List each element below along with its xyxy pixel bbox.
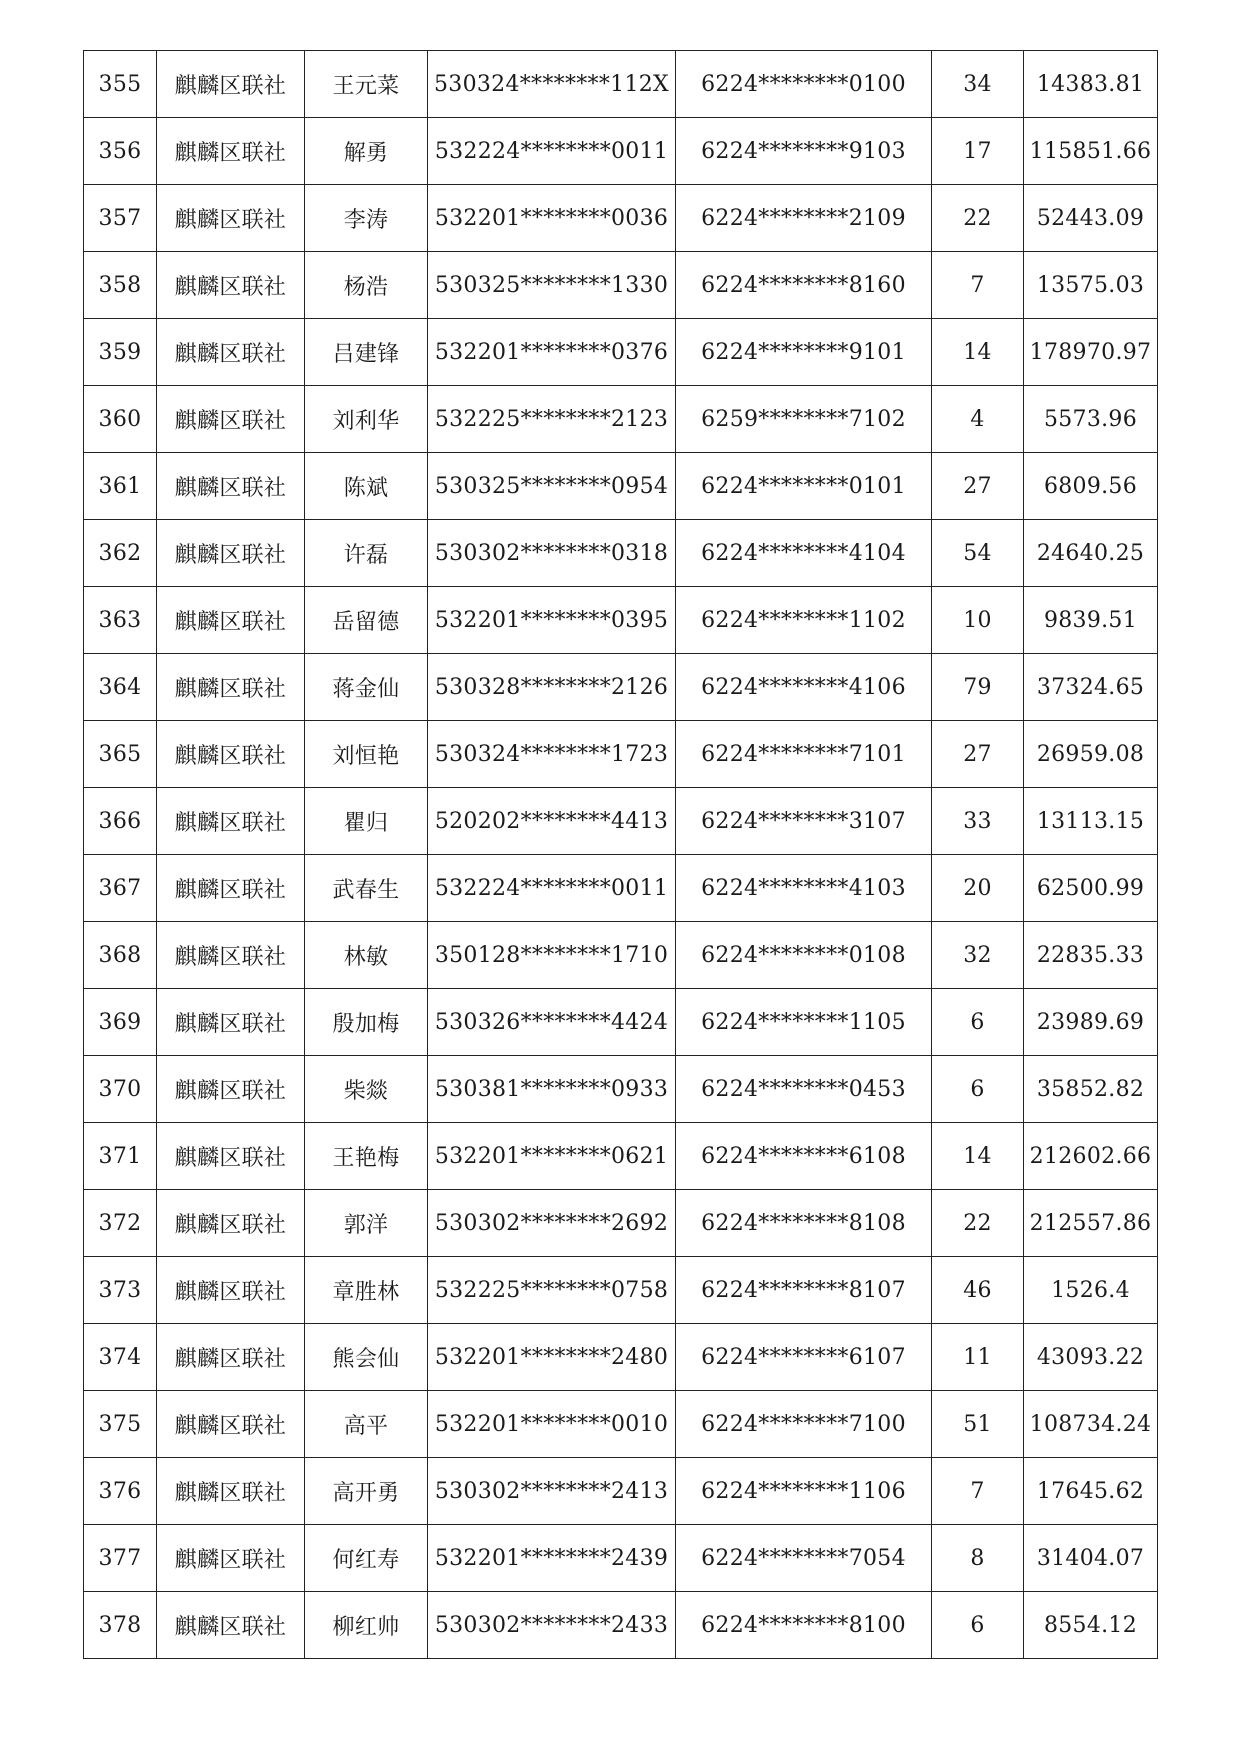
account-number-cell: 6224********4103: [676, 855, 932, 922]
row-number-cell: 363: [84, 587, 157, 654]
name-cell: 高平: [305, 1391, 428, 1458]
account-number-cell: 6224********1105: [676, 989, 932, 1056]
name-cell: 高开勇: [305, 1458, 428, 1525]
organization-cell: 麒麟区联社: [157, 587, 305, 654]
account-number-cell: 6224********7101: [676, 721, 932, 788]
organization-cell: 麒麟区联社: [157, 1190, 305, 1257]
organization-cell: 麒麟区联社: [157, 1592, 305, 1659]
table-row: [84, 520, 1158, 587]
amount-cell: 37324.65: [1024, 654, 1158, 721]
account-number-cell: 6224********8107: [676, 1257, 932, 1324]
amount-cell: 13113.15: [1024, 788, 1158, 855]
account-number-cell: 6224********0453: [676, 1056, 932, 1123]
row-number-cell: 365: [84, 721, 157, 788]
name-cell: 刘恒艳: [305, 721, 428, 788]
count-cell: 7: [932, 252, 1024, 319]
amount-cell: 1526.4: [1024, 1257, 1158, 1324]
table-row: [84, 1525, 1158, 1592]
row-number-cell: 361: [84, 453, 157, 520]
table-row: [84, 1324, 1158, 1391]
table-row: [84, 1391, 1158, 1458]
row-number-cell: 372: [84, 1190, 157, 1257]
account-number-cell: 6224********9101: [676, 319, 932, 386]
count-cell: 8: [932, 1525, 1024, 1592]
amount-cell: 178970.97: [1024, 319, 1158, 386]
id-number-cell: 532225********0758: [428, 1257, 676, 1324]
organization-cell: 麒麟区联社: [157, 855, 305, 922]
account-number-cell: 6224********0101: [676, 453, 932, 520]
count-cell: 46: [932, 1257, 1024, 1324]
organization-cell: 麒麟区联社: [157, 520, 305, 587]
organization-cell: 麒麟区联社: [157, 1458, 305, 1525]
name-cell: 殷加梅: [305, 989, 428, 1056]
name-cell: 柳红帅: [305, 1592, 428, 1659]
name-cell: 王艳梅: [305, 1123, 428, 1190]
count-cell: 14: [932, 319, 1024, 386]
amount-cell: 35852.82: [1024, 1056, 1158, 1123]
name-cell: 许磊: [305, 520, 428, 587]
organization-cell: 麒麟区联社: [157, 1324, 305, 1391]
id-number-cell: 532201********0036: [428, 185, 676, 252]
table-row: [84, 319, 1158, 386]
account-number-cell: 6224********9103: [676, 118, 932, 185]
count-cell: 10: [932, 587, 1024, 654]
table-row: [84, 788, 1158, 855]
row-number-cell: 366: [84, 788, 157, 855]
id-number-cell: 532201********0010: [428, 1391, 676, 1458]
table-row: [84, 721, 1158, 788]
count-cell: 7: [932, 1458, 1024, 1525]
count-cell: 11: [932, 1324, 1024, 1391]
id-number-cell: 532224********0011: [428, 855, 676, 922]
name-cell: 岳留德: [305, 587, 428, 654]
amount-cell: 6809.56: [1024, 453, 1158, 520]
count-cell: 22: [932, 1190, 1024, 1257]
id-number-cell: 530381********0933: [428, 1056, 676, 1123]
amount-cell: 23989.69: [1024, 989, 1158, 1056]
amount-cell: 14383.81: [1024, 51, 1158, 118]
table-row: [84, 252, 1158, 319]
row-number-cell: 375: [84, 1391, 157, 1458]
count-cell: 14: [932, 1123, 1024, 1190]
table-row: [84, 989, 1158, 1056]
id-number-cell: 530302********2413: [428, 1458, 676, 1525]
name-cell: 解勇: [305, 118, 428, 185]
row-number-cell: 376: [84, 1458, 157, 1525]
amount-cell: 52443.09: [1024, 185, 1158, 252]
organization-cell: 麒麟区联社: [157, 252, 305, 319]
table-row: [84, 386, 1158, 453]
name-cell: 李涛: [305, 185, 428, 252]
organization-cell: 麒麟区联社: [157, 51, 305, 118]
table-row: [84, 1123, 1158, 1190]
amount-cell: 17645.62: [1024, 1458, 1158, 1525]
amount-cell: 5573.96: [1024, 386, 1158, 453]
organization-cell: 麒麟区联社: [157, 185, 305, 252]
name-cell: 杨浩: [305, 252, 428, 319]
account-number-cell: 6224********1102: [676, 587, 932, 654]
amount-cell: 22835.33: [1024, 922, 1158, 989]
account-number-cell: 6224********7054: [676, 1525, 932, 1592]
row-number-cell: 374: [84, 1324, 157, 1391]
id-number-cell: 520202********4413: [428, 788, 676, 855]
organization-cell: 麒麟区联社: [157, 453, 305, 520]
organization-cell: 麒麟区联社: [157, 788, 305, 855]
account-number-cell: 6224********6108: [676, 1123, 932, 1190]
name-cell: 王元菜: [305, 51, 428, 118]
amount-cell: 24640.25: [1024, 520, 1158, 587]
id-number-cell: 532201********0395: [428, 587, 676, 654]
row-number-cell: 371: [84, 1123, 157, 1190]
account-number-cell: 6224********7100: [676, 1391, 932, 1458]
account-number-cell: 6224********4106: [676, 654, 932, 721]
count-cell: 6: [932, 1056, 1024, 1123]
row-number-cell: 355: [84, 51, 157, 118]
count-cell: 6: [932, 1592, 1024, 1659]
table-row: [84, 1458, 1158, 1525]
count-cell: 54: [932, 520, 1024, 587]
amount-cell: 212557.86: [1024, 1190, 1158, 1257]
row-number-cell: 362: [84, 520, 157, 587]
account-number-cell: 6224********8108: [676, 1190, 932, 1257]
name-cell: 吕建锋: [305, 319, 428, 386]
organization-cell: 麒麟区联社: [157, 319, 305, 386]
id-number-cell: 530325********0954: [428, 453, 676, 520]
name-cell: 柴燚: [305, 1056, 428, 1123]
count-cell: 17: [932, 118, 1024, 185]
count-cell: 79: [932, 654, 1024, 721]
organization-cell: 麒麟区联社: [157, 1525, 305, 1592]
table-row: [84, 118, 1158, 185]
name-cell: 武春生: [305, 855, 428, 922]
count-cell: 27: [932, 453, 1024, 520]
id-number-cell: 530302********2692: [428, 1190, 676, 1257]
data-table: [83, 50, 1158, 1659]
count-cell: 33: [932, 788, 1024, 855]
name-cell: 林敏: [305, 922, 428, 989]
count-cell: 27: [932, 721, 1024, 788]
account-number-cell: 6224********2109: [676, 185, 932, 252]
id-number-cell: 350128********1710: [428, 922, 676, 989]
amount-cell: 8554.12: [1024, 1592, 1158, 1659]
count-cell: 6: [932, 989, 1024, 1056]
row-number-cell: 356: [84, 118, 157, 185]
account-number-cell: 6224********3107: [676, 788, 932, 855]
row-number-cell: 358: [84, 252, 157, 319]
table-body: [84, 51, 1158, 1659]
id-number-cell: 530325********1330: [428, 252, 676, 319]
amount-cell: 31404.07: [1024, 1525, 1158, 1592]
table-row: [84, 922, 1158, 989]
id-number-cell: 530324********1723: [428, 721, 676, 788]
row-number-cell: 360: [84, 386, 157, 453]
row-number-cell: 367: [84, 855, 157, 922]
id-number-cell: 530302********0318: [428, 520, 676, 587]
count-cell: 22: [932, 185, 1024, 252]
row-number-cell: 357: [84, 185, 157, 252]
row-number-cell: 369: [84, 989, 157, 1056]
id-number-cell: 530324********112X: [428, 51, 676, 118]
name-cell: 陈斌: [305, 453, 428, 520]
account-number-cell: 6224********8160: [676, 252, 932, 319]
id-number-cell: 530302********2433: [428, 1592, 676, 1659]
row-number-cell: 359: [84, 319, 157, 386]
count-cell: 4: [932, 386, 1024, 453]
id-number-cell: 532201********0621: [428, 1123, 676, 1190]
id-number-cell: 532201********0376: [428, 319, 676, 386]
account-number-cell: 6224********6107: [676, 1324, 932, 1391]
organization-cell: 麒麟区联社: [157, 721, 305, 788]
account-number-cell: 6224********4104: [676, 520, 932, 587]
account-number-cell: 6224********8100: [676, 1592, 932, 1659]
organization-cell: 麒麟区联社: [157, 1257, 305, 1324]
id-number-cell: 530326********4424: [428, 989, 676, 1056]
table-row: [84, 855, 1158, 922]
table-row: [84, 51, 1158, 118]
amount-cell: 108734.24: [1024, 1391, 1158, 1458]
row-number-cell: 377: [84, 1525, 157, 1592]
table-row: [84, 185, 1158, 252]
table-row: [84, 1056, 1158, 1123]
organization-cell: 麒麟区联社: [157, 386, 305, 453]
organization-cell: 麒麟区联社: [157, 118, 305, 185]
name-cell: 郭洋: [305, 1190, 428, 1257]
id-number-cell: 532225********2123: [428, 386, 676, 453]
id-number-cell: 530328********2126: [428, 654, 676, 721]
count-cell: 32: [932, 922, 1024, 989]
organization-cell: 麒麟区联社: [157, 1123, 305, 1190]
name-cell: 何红寿: [305, 1525, 428, 1592]
account-number-cell: 6224********0108: [676, 922, 932, 989]
table-row: [84, 453, 1158, 520]
row-number-cell: 368: [84, 922, 157, 989]
account-number-cell: 6224********0100: [676, 51, 932, 118]
account-number-cell: 6224********1106: [676, 1458, 932, 1525]
name-cell: 章胜林: [305, 1257, 428, 1324]
row-number-cell: 378: [84, 1592, 157, 1659]
name-cell: 熊会仙: [305, 1324, 428, 1391]
organization-cell: 麒麟区联社: [157, 1056, 305, 1123]
table-row: [84, 587, 1158, 654]
id-number-cell: 532224********0011: [428, 118, 676, 185]
amount-cell: 212602.66: [1024, 1123, 1158, 1190]
amount-cell: 62500.99: [1024, 855, 1158, 922]
amount-cell: 9839.51: [1024, 587, 1158, 654]
organization-cell: 麒麟区联社: [157, 654, 305, 721]
row-number-cell: 373: [84, 1257, 157, 1324]
table-row: [84, 1257, 1158, 1324]
name-cell: 刘利华: [305, 386, 428, 453]
row-number-cell: 364: [84, 654, 157, 721]
count-cell: 20: [932, 855, 1024, 922]
table-row: [84, 654, 1158, 721]
organization-cell: 麒麟区联社: [157, 989, 305, 1056]
count-cell: 51: [932, 1391, 1024, 1458]
organization-cell: 麒麟区联社: [157, 1391, 305, 1458]
table-row: [84, 1592, 1158, 1659]
name-cell: 瞿归: [305, 788, 428, 855]
name-cell: 蒋金仙: [305, 654, 428, 721]
amount-cell: 26959.08: [1024, 721, 1158, 788]
account-number-cell: 6259********7102: [676, 386, 932, 453]
table-row: [84, 1190, 1158, 1257]
amount-cell: 13575.03: [1024, 252, 1158, 319]
amount-cell: 43093.22: [1024, 1324, 1158, 1391]
row-number-cell: 370: [84, 1056, 157, 1123]
count-cell: 34: [932, 51, 1024, 118]
id-number-cell: 532201********2439: [428, 1525, 676, 1592]
id-number-cell: 532201********2480: [428, 1324, 676, 1391]
organization-cell: 麒麟区联社: [157, 922, 305, 989]
amount-cell: 115851.66: [1024, 118, 1158, 185]
